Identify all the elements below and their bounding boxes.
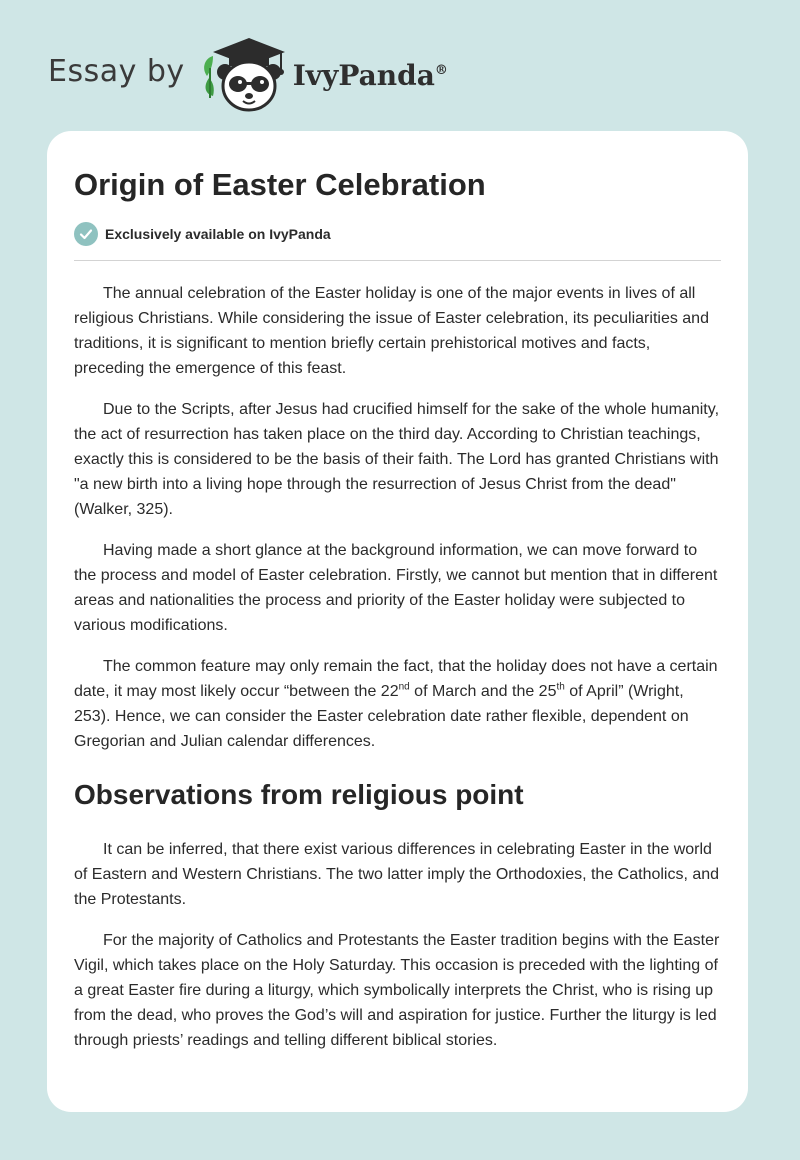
essay-by-label: Essay by [48, 53, 185, 89]
brand-name[interactable] [293, 59, 448, 92]
paragraph-6: For the majority of Catholics and Protestants the Easter tradition begins with the Easter Vigil, which takes place on the Holy Saturday. This occasion is preceded with the lighting of a great Easter fire during a liturgy, which symbolically interprets the Christ, who is rising up from the dead, who proves the God’s will and aspiration for justice. Further the liturgy is led through priests’ readings and telling different biblical stories. [74, 932, 720, 1049]
article-card [47, 131, 748, 1112]
paragraph-4-part-1: The common feature may only remain the fact, that the holiday does not have a certain date, it may most likely occur “between the 22 [74, 658, 718, 700]
exclusive-badge [74, 221, 721, 247]
divider [74, 260, 721, 261]
exclusive-label: Exclusively available on IvyPanda [105, 226, 331, 242]
paragraph-4 [74, 654, 721, 754]
paragraph-5: It can be inferred, that there exist various differences in celebrating Easter in the world of Eastern and Western Christians. The two latter imply the Orthodoxies, the Catholics, and the Protestants. [74, 841, 720, 908]
registered-mark: ® [434, 62, 448, 78]
ordinal-suffix: th [556, 681, 565, 693]
check-icon [74, 222, 98, 246]
panda-graduate-icon[interactable] [199, 34, 291, 114]
site-header [48, 34, 548, 114]
brand-text: IvyPanda [292, 58, 435, 92]
paragraph-1: The annual celebration of the Easter holiday is one of the major events in lives of all religious Christians. While considering the issue of Easter celebration, its peculiarities and traditions, it is significant to mention briefly certain prehistorical motives and facts, preceding the emergence of this feast. [74, 285, 709, 377]
paragraph-3: Having made a short glance at the background information, we can move forward to the process and model of Easter celebration. Firstly, we cannot but mention that in different areas and nationalities the process and priority of the Easter holiday were subjected to various modifications. [74, 542, 718, 634]
paragraph-4-part-2: of March and the 25 [409, 683, 557, 700]
ordinal-suffix: nd [398, 681, 410, 693]
page-title: Origin of Easter Celebration [74, 167, 486, 202]
section-heading: Observations from religious point [74, 779, 524, 810]
paragraph-2: Due to the Scripts, after Jesus had crucified himself for the sake of the whole humanity, the act of resurrection has taken place on the third day. According to Christian teachings, exactly this is considered to be the basis of their faith. The Lord has granted Christians with "a new birth into a living hope through the resurrection of Jesus Christ from the dead" (Walker, 325). [74, 401, 720, 518]
paragraph-4-part-3: of April” (Wright, 253). Hence, we can consider the Easter celebration date rather flexible, dependent on Gregorian and Julian calendar differences. [74, 683, 689, 750]
